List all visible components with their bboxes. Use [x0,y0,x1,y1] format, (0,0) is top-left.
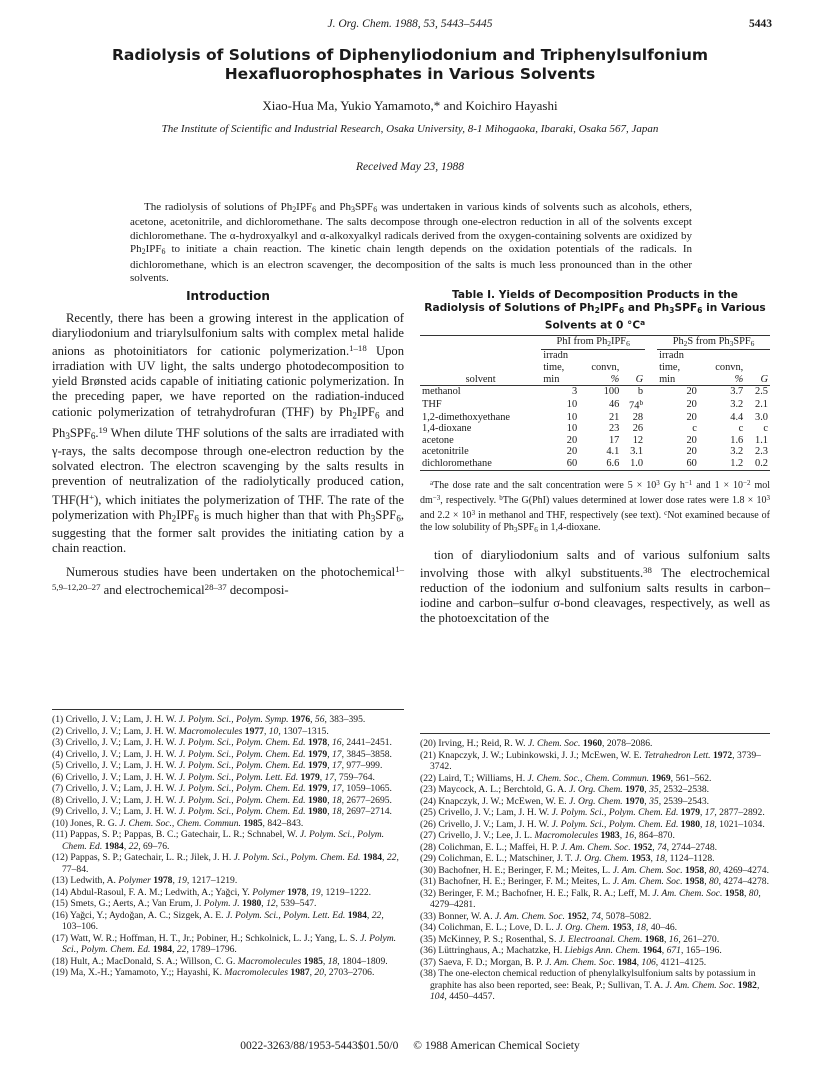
reference-item: (26) Crivello, J. V.; Lam, J. H. W. J. Polym. Sci., Polym. Chem. Ed. 1980, 18, 1021–1034. [420,818,765,830]
row-convn-2: 4.4 [730,411,744,423]
table-row [420,398,770,412]
row-convn-2: 3.7 [730,386,744,398]
abstract: The radiolysis of solutions of $Ph_2IPF_6$ and $Ph_3SPF_6$ was undertaken in various kinds of solvents such as alcohols, ethers, acetone, acetonitrile, and dichloromethane. The salts decompose through one-electron reduction in all of the solvents except dichloromethane. The α-hydroxyalkyl and α-alkoxyalkyl radicals derived from the oxygen-containing solvents are oxidized by $Ph_2IPF_6$ to initiate a chain reaction. The kinetic chain length depends on the oxidation potentials of the radicals. In dichloromethane, which is an electron scavenger, the decomposition of the salts is much less pronounced than in the other solvents. [130,201,692,284]
reference-item: (36) Lüttringhaus, A.; Machatzke, H. Liebigs Ann. Chem. 1964, 671, 165–196. [420,945,722,956]
col-irradn-1: irradn [543,350,569,362]
reference-item: (5) Crivello, J. V.; Lam, J. H. W. J. Polym. Sci., Polym. Chem. Ed. 1979, 17, 977–999. [52,760,383,771]
row-convn-2: 3.2 [730,398,744,410]
table-body [420,386,770,470]
reference-list-right [420,738,770,1003]
reference-item: (37) Saeva, F. D.; Morgan, B. P. J. Am. Chem. Soc. 1984, 106, 4121–4125. [420,956,707,968]
row-g-1: 26 [632,423,644,435]
row-time-2: 60 [657,458,699,470]
row-time-1: 10 [566,423,578,435]
page-footer [0,1040,820,1052]
reference-item: (34) Colichman, E. L.; Love, D. L. J. Org. Chem. 1953, 18, 40–46. [420,922,678,933]
intro-paragraph-3: tion of diaryliodonium salts and of various sulfonium salts involving those with alkyl substituents.$^{38}$ The electrochemical reduction of the iodonium and sulfonium salts results in carbon–iodine and carbon–sulfur σ-bond cleavages, respectively, as well as the photoexcitation of the [420,547,771,626]
reference-item: (31) Bachofner, H. E.; Beringer, F. M.; Meites, L. J. Am. Chem. Soc. 1958, 80, 4274–4278. [420,876,769,887]
reference-item: (33) Bonner, W. A. J. Am. Chem. Soc. 1952, 74, 5078–5082. [420,910,652,922]
group-header-ph2s: $Ph_2S$ from $Ph_3SPF_6$ [657,336,770,350]
row-time-2: 20 [686,386,697,398]
reference-item: (9) Crivello, J. V.; Lam, J. H. W. J. Polym. Sci., Polym. Chem. Ed. 1980, 18, 2697–2714. [52,806,392,817]
journal-citation: J. Org. Chem. 1988, 53, 5443–5445 [327,18,493,30]
yields-table [420,335,770,471]
row-solvent: methanol [422,386,461,398]
affiliation: The Institute of Scientific and Industrial Research, Osaka University, 8-1 Mihogaoka, Ibaraki, Osaka 567, Japan [161,123,659,135]
table-row [420,435,770,447]
reference-list-left [52,714,404,979]
row-g-2: 1.1 [755,434,768,446]
row-time-1: 10 [566,398,578,410]
row-convn-1: 4.1 [606,446,620,458]
row-solvent: THF [422,398,442,410]
table-row [420,386,770,398]
col-solvent: solvent [420,374,541,386]
table-subheader-1 [420,350,770,362]
reference-item: (28) Colichman, E. L.; Maffei, H. P. J. Am. Chem. Soc. 1952, 74, 2744–2748. [420,841,718,853]
row-time-1: 10 [566,411,578,423]
reference-item: (29) Colichman, E. L.; Matschiner, J. T. J. Org. Chem. 1953, 18, 1124–1128. [420,853,715,864]
row-convn-2: 1.2 [699,458,745,470]
row-time-2: 20 [686,434,697,446]
row-time-2: c [692,423,697,435]
references-left [52,709,404,979]
reference-rule-right [420,733,770,734]
row-solvent: acetonitrile [422,446,469,458]
section-heading-introduction: Introduction [186,289,270,303]
reference-item: (20) Irving, H.; Reid, R. W. J. Chem. Soc. 1960, 2078–2086. [420,738,653,749]
table-subheader-2 [420,362,770,374]
row-convn-2: 3.2 [730,446,744,458]
row-time-2: 20 [686,446,697,458]
row-time-1: 60 [541,458,579,470]
col-convn-2: convn, [715,362,744,374]
row-solvent: acetone [422,434,454,446]
col-pct-1: % [579,374,621,386]
left-column [52,289,404,598]
col-time-1: time, [543,362,565,374]
group-header-phi: PhI from $Ph_2IPF_6$ [541,336,645,350]
row-convn-1: 100 [603,386,620,398]
reference-item: (30) Bachofner, H. E.; Beringer, F. M.; Meites, L. J. Am. Chem. Soc. 1958, 80, 4269–4274. [420,864,769,876]
row-g-2: 2.3 [755,446,768,458]
reference-item: (12) Pappas, S. P.; Gatechair, L. R.; Jilek, J. H. J. Polym. Sci., Polym. Chem. Ed. 1984, 22, 77–84. [52,852,399,875]
article-code: 0022-3263/88/1953-5443$01.50/0 [240,1040,399,1052]
reference-item: (19) Ma, X.-H.; Yamamoto, Y.;; Hayashi, K. Macromolecules 1987, 20, 2703–2706. [52,967,375,978]
table-subheader-3 [420,374,770,386]
reference-item: (8) Crivello, J. V.; Lam, J. H. W. J. Polym. Sci., Polym. Chem. Ed. 1980, 18, 2677–2695. [52,794,392,806]
reference-item: (38) The one-electon chemical reduction of phenylalkylsulfonium salts by potassium in graphite has also been reported, see: Beak, P.; Sullivan, T. A. J. Am. Chem. Soc. 1982, 104, 4450–4457. [420,968,760,1002]
table-caption: Table I. Yields of Decomposition Products in the Radiolysis of Solutions of $Ph_2IPF_6$ and $Ph_3SPF_6$ in Various Solvents at 0 $^\circ C^a$ [424,289,766,332]
row-time-1: 3 [571,386,578,398]
row-g-1: 74$^b$ [629,398,644,412]
reference-item: (18) Hult, A.; MacDonald, S. A.; Willson, C. G. Macromolecules 1985, 18, 1804–1809. [52,955,388,967]
article-title: Radiolysis of Solutions of Diphenyliodonium and Triphenylsulfonium Hexafluorophosphates in Various Solvents [111,46,709,83]
reference-item: (4) Crivello, J. V.; Lam, J. H. W. J. Polym. Sci., Polym. Chem. Ed. 1979, 17, 3845–3858. [52,748,392,760]
col-irradn-2: irradn [659,350,684,362]
reference-item: (27) Crivello, J. V.; Lee, J. L. Macromolecules 1983, 16, 864–870. [420,830,675,841]
row-g-1: 1.0 [621,458,645,470]
reference-item: (21) Knapczyk, J. W.; Lubinkowski, J. J.; McEwen, W. E. Tetrahedron Lett. 1972, 3739–3742. [420,749,761,772]
reference-item: (32) Beringer, F. M.; Bachofner, H. E.; Falk, R. A.; Leff, M. J. Am. Chem. Soc. 1958, 80, 4279–4281. [420,887,761,910]
col-time-2: time, [659,362,681,374]
copyright-notice: © 1988 American Chemical Society [413,1040,580,1052]
row-convn-1: 17 [608,434,620,446]
col-min-1: min [541,374,579,386]
reference-item: (2) Crivello, J. V.; Lam, J. H. W. Macromolecules 1977, 10, 1307–1315. [52,725,329,737]
received-date: Received May 23, 1988 [356,161,464,173]
reference-item: (35) McKinney, P. S.; Rosenthal, S. J. Electroanal. Chem. 1968, 16, 261–270. [420,933,720,945]
table-row [420,458,770,470]
references-right [420,733,770,1003]
row-g-2: 0.2 [745,458,770,470]
reference-item: (1) Crivello, J. V.; Lam, J. H. W. J. Polym. Sci., Polym. Symp. 1976, 56, 383–395. [52,714,366,725]
running-header [0,18,820,34]
author-list: Xiao-Hua Ma, Yukio Yamamoto,* and Koichiro Hayashi [262,98,558,113]
col-convn-1: convn, [591,362,620,374]
col-g-1: G [621,374,645,386]
reference-item: (24) Knapczyk, J. W.; McEwen, W. E. J. Org. Chem. 1970, 35, 2539–2543. [420,795,710,807]
reference-item: (16) Yağci, Y.; Aydoğan, A. C.; Sizgek, A. E. J. Polym. Sci., Polym. Lett. Ed. 1984, 22, 103–106. [52,909,384,932]
row-g-2: c [763,423,768,435]
intro-paragraph-2: Numerous studies have been undertaken on the photochemical$^{1-5,9-12,20-27}$ and electrochemical$^{28-37}$ decomposi- [52,564,404,598]
reference-item: (10) Jones, R. G. J. Chem. Soc., Chem. Commun. 1985, 842–843. [52,817,304,829]
reference-item: (7) Crivello, J. V.; Lam, J. H. W. J. Polym. Sci., Polym. Chem. Ed. 1979, 17, 1059–1065. [52,783,392,794]
table-footnotes: $^a$The dose rate and the salt concentration were $5 \times 10^3$ Gy $h^{-1}$ and $1 \times 10^{-2}$ mol $dm^{-3}$, respectively. $^b$The G(PhI) values determined at lower dose rates were $1.8 \times 10^3$ and $2.2 \times 10^3$ in methanol and THF, respectively (see text). $^c$Not examined because of the low solubility of $Ph_3SPF_6$ in 1,4-dioxane. [420,478,771,534]
row-convn-1: 21 [608,411,620,423]
reference-item: (23) Maycock, A. L.; Berchtold, G. A. J. Org. Chem. 1970, 35, 2532–2538. [420,784,710,795]
reference-item: (11) Pappas, S. P.; Pappas, B. C.; Gatechair, L. R.; Schnabel, W. J. Polym. Sci., Polym. Chem. Ed. 1984, 22, 69–76. [52,829,385,852]
table-group-header [420,336,770,350]
reference-rule-left [52,709,404,710]
reference-item: (22) Laird, T.; Williams, H. J. Chem. Soc., Chem. Commun. 1969, 561–562. [420,772,712,784]
reference-item: (6) Crivello, J. V.; Lam, J. H. W. J. Polym. Sci., Polym. Lett. Ed. 1979, 17, 759–764. [52,771,375,783]
reference-item: (3) Crivello, J. V.; Lam, J. H. W. J. Polym. Sci., Polym. Chem. Ed. 1978, 16, 2441–2451. [52,737,392,748]
row-time-2: 20 [686,411,697,423]
reference-item: (17) Watt, W. R.; Hoffman, H. T., Jr.; Pobiner, H.; Schkolnick, L. J.; Yang, L. S. J. Polym. Sci., Polym. Chem. Ed. 1984, 22, 1789–1796. [52,932,397,955]
row-solvent: 1,2-dimethoxyethane [422,411,511,423]
row-convn-1: 46 [608,398,620,410]
row-g-1: b [637,386,644,398]
col-min-2: min [657,374,699,386]
row-g-2: 2.1 [755,398,768,410]
row-g-2: 2.5 [755,386,768,398]
row-convn-1: 6.6 [579,458,621,470]
row-time-2: 20 [686,398,697,410]
table-row [420,423,770,435]
row-g-1: 28 [632,411,644,423]
row-convn-2: c [738,423,744,435]
reference-item: (13) Ledwith, A. Polymer 1978, 19, 1217–1219. [52,875,238,886]
reference-item: (25) Crivello, J. V.; Lam, J. H. W. J. Polym. Sci., Polym. Chem. Ed. 1979, 17, 2877–2892. [420,807,765,818]
col-g-2: G [745,374,770,386]
reference-item: (14) Abdul-Rasoul, F. A. M.; Ledwith, A.; Yağci, Y. Polymer 1978, 19, 1219–1222. [52,886,372,898]
row-solvent: dichloromethane [420,458,541,470]
row-convn-1: 23 [608,423,620,435]
row-g-1: 3.1 [630,446,644,458]
row-g-2: 3.0 [755,411,768,423]
reference-item: (15) Smets, G.; Aerts, A.; Van Erum, J. Polym. J. 1980, 12, 539–547. [52,898,317,909]
right-column [420,289,770,626]
row-time-1: 20 [566,434,578,446]
row-convn-2: 1.6 [730,434,744,446]
page-number: 5443 [749,18,772,30]
table-row [420,412,770,424]
row-solvent: 1,4-dioxane [422,423,472,435]
row-time-1: 20 [566,446,578,458]
col-pct-2: % [699,374,745,386]
table-row [420,446,770,458]
row-g-1: 12 [632,434,644,446]
row-g-1-footnote-mark: b [639,398,644,407]
intro-paragraph-1: Recently, there has been a growing interest in the application of diaryliodonium and triarylsulfonium salts with complex metal halide anions as photoinitiators for cationic polymerization.$^{1-18}$ Upon irradiation with UV light, the salts undergo photodecomposition to yield Brønsted acids capable of initiating cationic polymerization. In the preceding paper, we have reported on the radiation-induced cationic polymerization of tetrahydrofuran (THF) by $Ph_2IPF_6$ and $Ph_3SPF_6.^{19}$ When dilute THF solutions of the salts are irradiated with γ-rays, the salts decompose through one-electron reduction by the solvated electron. The electron scavenging by the salts results in prevention of neutralization of the radiolytically produced cation, THF(H+), which initiates the polymerization of THF. The rate of the polymerization with $Ph_2IPF_6$ is much higher than that with $Ph_3SPF_6$, suggesting that the former salt provides the initiating cation by a chain reaction. [52,311,404,556]
